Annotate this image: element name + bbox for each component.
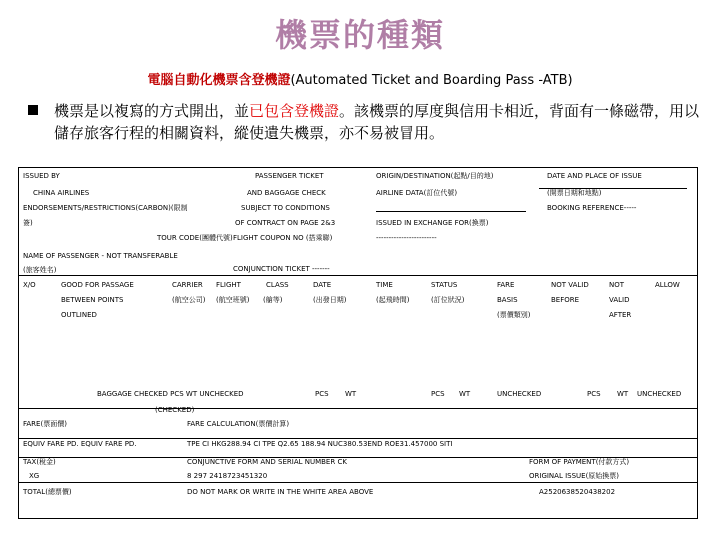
name-passenger-label: NAME OF PASSENGER - NOT TRANSFERABLE	[23, 252, 178, 260]
xo-label: X/O	[23, 281, 36, 289]
basis-label: BASIS	[497, 296, 518, 304]
passenger-ticket-label: PASSENGER TICKET	[255, 172, 324, 180]
subtitle-zh: 電腦自動化機票含登機證	[147, 73, 291, 88]
time-label: TIME	[376, 281, 393, 289]
not-valid-label: NOT VALID	[551, 281, 589, 289]
serial-number: 8 297 2418723451320	[187, 472, 268, 480]
tax-label: TAX(稅金)	[23, 458, 56, 466]
baggage-label: BAGGAGE CHECKED PCS WT UNCHECKED	[97, 390, 244, 398]
tour-code-label: TOUR CODE(團體代號)	[157, 234, 233, 242]
date-zh: (出發日期)	[313, 296, 347, 304]
date-place-zh: (開票日期和地點)	[547, 189, 602, 197]
date-place-label: DATE AND PLACE OF ISSUE	[547, 172, 642, 180]
wt-label-2: WT	[459, 390, 471, 398]
ticket-divider	[19, 275, 697, 276]
ticket-divider	[19, 482, 697, 483]
subtitle	[0, 69, 720, 88]
subject-conditions-label: SUBJECT TO CONDITIONS	[241, 204, 330, 212]
basis-zh: (票價類別)	[497, 311, 531, 319]
time-zh: (起飛時間)	[376, 296, 410, 304]
fare-label: FARE	[497, 281, 515, 289]
ticket-image	[18, 167, 698, 519]
bullet-paragraph	[28, 100, 708, 144]
unchecked-label: UNCHECKED	[497, 390, 542, 398]
conjunctive-form-label: CONJUNCTIVE FORM AND SERIAL NUMBER CK	[187, 458, 347, 466]
pcs-label-2: PCS	[431, 390, 445, 398]
origin-destination-label: ORIGIN/DESTINATION(起點/目的地)	[376, 172, 494, 180]
bullet-text-1: 機票是以複寫的方式開出，並	[54, 102, 250, 120]
flight-coupon-label: FLIGHT COUPON NO (搭乘聯)	[233, 234, 333, 242]
exchange-dashes: ------------------------	[376, 234, 437, 242]
do-not-mark-label: DO NOT MARK OR WRITE IN THE WHITE AREA ABOVE	[187, 488, 374, 496]
outlined-label: OUTLINED	[61, 311, 97, 319]
valid-label: VALID	[609, 296, 630, 304]
subtitle-en: (Automated Ticket and Boarding Pass -ATB)	[290, 73, 573, 88]
endorsements-sub: 簽)	[23, 219, 33, 227]
total-label: TOTAL(總票價)	[23, 488, 72, 496]
original-issue-label: ORIGINAL ISSUE(原始換票)	[529, 472, 620, 480]
status-label: STATUS	[431, 281, 458, 289]
flight-zh: (航空班號)	[216, 296, 250, 304]
good-for-passage-label: GOOD FOR PASSAGE	[61, 281, 134, 289]
wt-label: WT	[345, 390, 357, 398]
name-passenger-zh: (旅客姓名)	[23, 266, 57, 274]
wt-label-3: WT	[617, 390, 629, 398]
checked-label: (CHECKED)	[155, 406, 195, 414]
carrier-zh: (航空公司)	[172, 296, 206, 304]
contract-label: OF CONTRACT ON PAGE 2&3	[235, 219, 336, 227]
status-zh: (訂位狀況)	[431, 296, 465, 304]
airline-data-label: AIRLINE DATA(訂位代號)	[376, 189, 458, 197]
issued-exchange-label: ISSUED IN EXCHANGE FOR(換票)	[376, 219, 489, 227]
issued-by-label: ISSUED BY	[23, 172, 60, 180]
pcs-label: PCS	[315, 390, 329, 398]
fare-calculation-line: TPE CI HKG288.94 CI TPE Q2.65 188.94 NUC380.53END ROE31.457000 SITI	[187, 440, 453, 448]
ticket-divider	[19, 438, 697, 439]
class-zh: (艙等)	[263, 296, 283, 304]
form-payment-label: FORM OF PAYMENT(付款方式)	[529, 458, 630, 466]
class-label: CLASS	[266, 281, 289, 289]
allow-label: ALLOW	[655, 281, 680, 289]
unchecked-label-2: UNCHECKED	[637, 390, 682, 398]
before-label: BEFORE	[551, 296, 580, 304]
ticket-underline	[376, 211, 526, 212]
fare-amount-label: FARE(票面價)	[23, 420, 67, 428]
bullet-text-2: 。該機票的厚度與信用卡相近，背面有一條磁帶，用以儲存旅客行程的相關資料，縱使遺失機票，亦不易被冒用。	[54, 102, 700, 142]
endorsements-label: ENDORSEMENTS/RESTRICTIONS(CARBON)(限制	[23, 204, 188, 212]
page-title: 機票的種類	[274, 16, 445, 54]
airline-name: CHINA AIRLINES	[33, 189, 90, 197]
not-label: NOT	[609, 281, 625, 289]
conjunction-label: CONJUNCTION TICKET -------	[233, 265, 330, 273]
booking-reference-label: BOOKING REFERENCE-----	[547, 204, 637, 212]
ticket-code: A2520638520438202	[539, 488, 616, 496]
flight-label: FLIGHT	[216, 281, 241, 289]
equiv-fare-label: EQUIV FARE PD. EQUIV FARE PD.	[23, 440, 137, 448]
baggage-check-label: AND BAGGAGE CHECK	[247, 189, 326, 197]
fare-calculation-label: FARE CALCULATION(票價計算)	[187, 420, 290, 428]
ticket-divider	[19, 408, 697, 409]
between-points-label: BETWEEN POINTS	[61, 296, 124, 304]
carrier-label: CARRIER	[172, 281, 203, 289]
date-label: DATE	[313, 281, 332, 289]
after-label: AFTER	[609, 311, 632, 319]
bullet-highlight: 已包含登機證	[249, 102, 340, 120]
square-bullet-icon	[28, 105, 38, 115]
pcs-label-3: PCS	[587, 390, 601, 398]
tax-value: XG	[29, 472, 40, 480]
